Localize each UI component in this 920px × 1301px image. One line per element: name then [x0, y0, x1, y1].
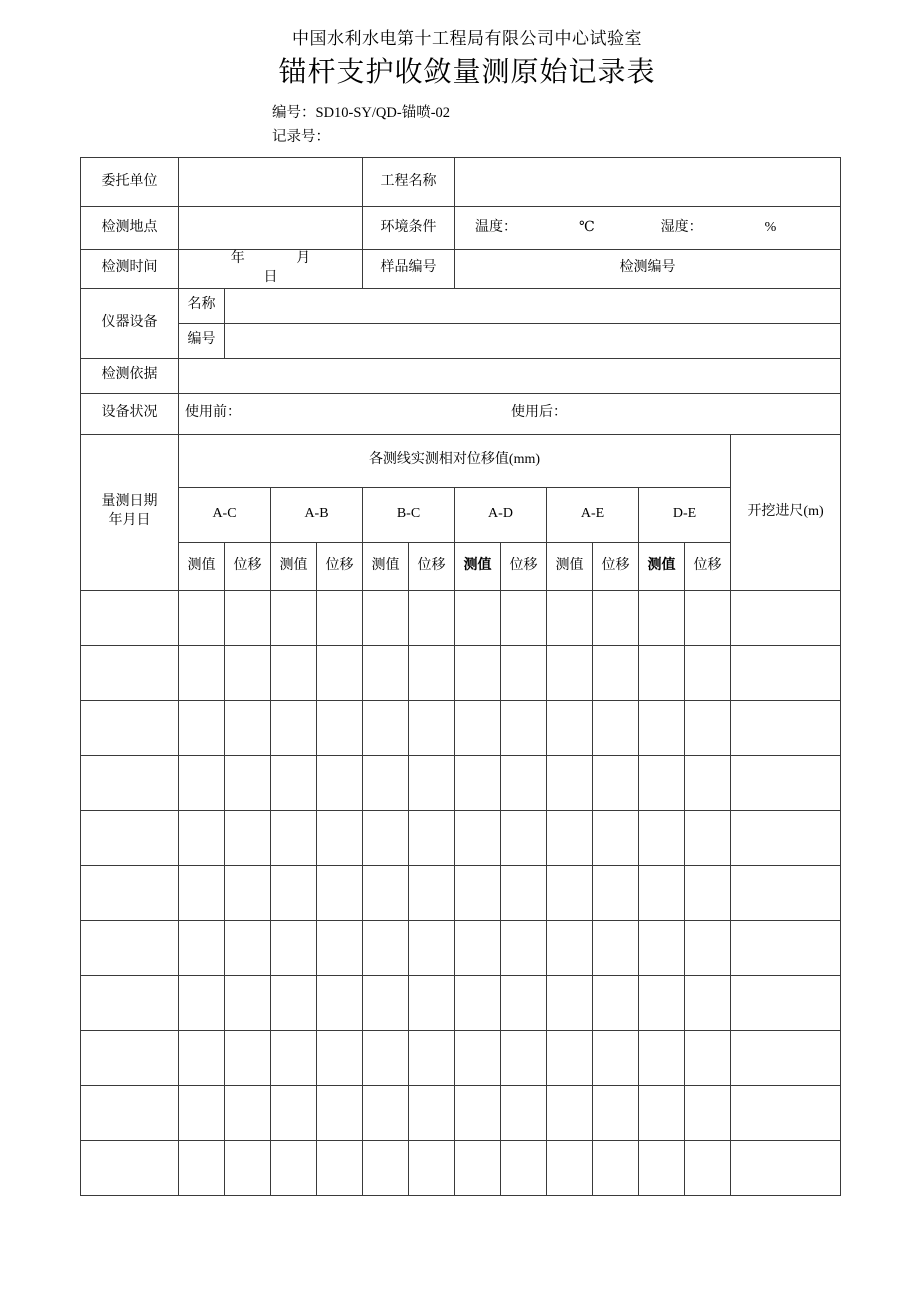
- measured-value-cell[interactable]: [271, 700, 317, 755]
- document-header: [0, 0, 920, 149]
- measured-value-cell[interactable]: [639, 1030, 685, 1085]
- displacement-value-cell[interactable]: [685, 645, 731, 700]
- measure-date-cell[interactable]: [81, 700, 179, 755]
- advance-length-cell[interactable]: [731, 920, 841, 975]
- measured-value-cell[interactable]: [547, 700, 593, 755]
- table-row: [81, 700, 841, 755]
- project-name-field[interactable]: [455, 158, 841, 207]
- displacement-value-cell[interactable]: [685, 1140, 731, 1195]
- table-row: [81, 645, 841, 700]
- table-row: [81, 865, 841, 920]
- displacement-value-cell[interactable]: [409, 1140, 455, 1195]
- measure-group-title: 各测线实测相对位移值(mm): [179, 434, 731, 487]
- humidity-unit: %: [764, 219, 777, 235]
- advance-length-cell[interactable]: [731, 700, 841, 755]
- displacement-value-cell[interactable]: [685, 1030, 731, 1085]
- measured-value-cell[interactable]: [547, 1085, 593, 1140]
- measure-date-label: [81, 434, 179, 590]
- measured-value-cell[interactable]: [547, 975, 593, 1030]
- form-table-wrapper: [80, 157, 840, 1196]
- humidity-label: 湿度：: [660, 219, 703, 235]
- measured-value-cell[interactable]: [363, 1085, 409, 1140]
- row-test-place: [81, 207, 841, 250]
- displacement-value-cell[interactable]: [409, 1030, 455, 1085]
- day-label: 日: [263, 269, 278, 285]
- row-measure-group-header: [81, 434, 841, 487]
- displacement-value-cell[interactable]: [593, 1140, 639, 1195]
- measured-value-cell[interactable]: [179, 755, 225, 810]
- displacement-value-cell[interactable]: [225, 1030, 271, 1085]
- displacement-value-cell[interactable]: [317, 865, 363, 920]
- temperature-unit: ℃: [579, 219, 595, 235]
- displacement-value-cell[interactable]: [593, 865, 639, 920]
- advance-length-cell[interactable]: [731, 865, 841, 920]
- measured-value-cell[interactable]: [363, 1030, 409, 1085]
- measured-value-cell[interactable]: [271, 1140, 317, 1195]
- measured-value-cell[interactable]: [455, 1085, 501, 1140]
- displacement-value-cell[interactable]: [409, 645, 455, 700]
- measured-value-cell[interactable]: [547, 865, 593, 920]
- measured-value-cell[interactable]: [639, 810, 685, 865]
- sample-no-label: 样品编号: [363, 250, 455, 289]
- measured-value-cell[interactable]: [455, 920, 501, 975]
- record-number-label: 记录号：: [272, 128, 330, 145]
- table-row: [81, 975, 841, 1030]
- measured-value-cell[interactable]: [363, 645, 409, 700]
- measured-value-cell[interactable]: [363, 1140, 409, 1195]
- env-condition-field: [455, 207, 841, 250]
- measured-value-cell[interactable]: [455, 700, 501, 755]
- table-row: [81, 755, 841, 810]
- advance-length-cell[interactable]: [731, 810, 841, 865]
- displacement-value-cell[interactable]: [501, 975, 547, 1030]
- measure-date-cell[interactable]: [81, 810, 179, 865]
- measure-date-label-line1: 量测日期: [101, 494, 158, 510]
- displacement-value-cell[interactable]: [409, 1085, 455, 1140]
- measured-value-cell[interactable]: [547, 755, 593, 810]
- displacement-value-cell[interactable]: [501, 1030, 547, 1085]
- measured-value-cell[interactable]: [363, 590, 409, 645]
- measured-value-cell[interactable]: [179, 1140, 225, 1195]
- displacement-value-cell[interactable]: [501, 755, 547, 810]
- measured-label-2: 测值: [363, 542, 409, 590]
- measured-value-cell[interactable]: [639, 700, 685, 755]
- measured-value-cell[interactable]: [271, 975, 317, 1030]
- displacement-value-cell[interactable]: [685, 700, 731, 755]
- measured-value-cell[interactable]: [455, 590, 501, 645]
- year-label: 年: [230, 251, 245, 266]
- measure-line-name-1: A-B: [271, 487, 363, 542]
- measured-value-cell[interactable]: [179, 1085, 225, 1140]
- measure-line-name-5: D-E: [639, 487, 731, 542]
- test-basis-field[interactable]: [179, 358, 841, 393]
- measured-value-cell[interactable]: [271, 865, 317, 920]
- displacement-label-0: 位移: [225, 542, 271, 590]
- measured-value-cell[interactable]: [271, 755, 317, 810]
- measured-value-cell[interactable]: [271, 1085, 317, 1140]
- test-date-field[interactable]: [179, 250, 363, 289]
- measure-date-cell[interactable]: [81, 1030, 179, 1085]
- measured-value-cell[interactable]: [639, 1140, 685, 1195]
- measured-value-cell[interactable]: [547, 1030, 593, 1085]
- test-basis-label: 检测依据: [81, 358, 179, 393]
- table-row: [81, 590, 841, 645]
- displacement-label-4: 位移: [593, 542, 639, 590]
- measured-value-cell[interactable]: [179, 645, 225, 700]
- displacement-value-cell[interactable]: [593, 975, 639, 1030]
- row-test-time: [81, 250, 841, 289]
- displacement-value-cell[interactable]: [685, 975, 731, 1030]
- measured-value-cell[interactable]: [179, 810, 225, 865]
- displacement-value-cell[interactable]: [593, 590, 639, 645]
- advance-length-cell[interactable]: [731, 1140, 841, 1195]
- measured-value-cell[interactable]: [179, 865, 225, 920]
- advance-length-cell[interactable]: [731, 1085, 841, 1140]
- measured-value-cell[interactable]: [639, 975, 685, 1030]
- test-time-label: 检测时间: [81, 250, 179, 289]
- row-instrument-name: [81, 288, 841, 323]
- displacement-value-cell[interactable]: [225, 810, 271, 865]
- displacement-value-cell[interactable]: [409, 920, 455, 975]
- measured-value-cell[interactable]: [271, 1030, 317, 1085]
- measured-value-cell[interactable]: [455, 1030, 501, 1085]
- instrument-label: 仪器设备: [81, 288, 179, 358]
- displacement-value-cell[interactable]: [409, 975, 455, 1030]
- test-place-field[interactable]: [179, 207, 363, 250]
- advance-length-cell[interactable]: [731, 975, 841, 1030]
- displacement-value-cell[interactable]: [501, 1140, 547, 1195]
- displacement-value-cell[interactable]: [685, 755, 731, 810]
- measured-value-cell[interactable]: [547, 645, 593, 700]
- equipment-status-label: 设备状况: [81, 393, 179, 434]
- displacement-value-cell[interactable]: [317, 810, 363, 865]
- table-row: [81, 1085, 841, 1140]
- measured-label-4: 测值: [547, 542, 593, 590]
- measured-value-cell[interactable]: [179, 1030, 225, 1085]
- displacement-value-cell[interactable]: [409, 590, 455, 645]
- displacement-value-cell[interactable]: [685, 590, 731, 645]
- measured-value-cell[interactable]: [547, 1140, 593, 1195]
- displacement-value-cell[interactable]: [317, 920, 363, 975]
- measured-value-cell[interactable]: [455, 975, 501, 1030]
- measure-date-label-line2: 年月日: [108, 513, 151, 529]
- displacement-value-cell[interactable]: [685, 810, 731, 865]
- displacement-value-cell[interactable]: [317, 645, 363, 700]
- measure-date-cell[interactable]: [81, 920, 179, 975]
- displacement-value-cell[interactable]: [593, 1030, 639, 1085]
- row-entrust-unit: [81, 158, 841, 207]
- measured-value-cell[interactable]: [547, 920, 593, 975]
- measure-date-cell[interactable]: [81, 975, 179, 1030]
- measured-value-cell[interactable]: [639, 590, 685, 645]
- displacement-value-cell[interactable]: [225, 755, 271, 810]
- measure-date-cell[interactable]: [81, 865, 179, 920]
- table-row: [81, 810, 841, 865]
- displacement-label-5: 位移: [685, 542, 731, 590]
- measured-value-cell[interactable]: [455, 810, 501, 865]
- displacement-value-cell[interactable]: [317, 1140, 363, 1195]
- measured-value-cell[interactable]: [271, 920, 317, 975]
- displacement-value-cell[interactable]: [225, 700, 271, 755]
- measured-value-cell[interactable]: [271, 810, 317, 865]
- measured-value-cell[interactable]: [455, 755, 501, 810]
- table-row: [81, 1140, 841, 1195]
- displacement-value-cell[interactable]: [317, 700, 363, 755]
- row-measure-subheader: [81, 542, 841, 590]
- measured-value-cell[interactable]: [363, 975, 409, 1030]
- measure-data-body: [81, 590, 841, 1195]
- measured-value-cell[interactable]: [639, 645, 685, 700]
- measured-value-cell[interactable]: [639, 865, 685, 920]
- displacement-value-cell[interactable]: [685, 920, 731, 975]
- instrument-name-field[interactable]: [225, 288, 841, 323]
- measured-value-cell[interactable]: [639, 755, 685, 810]
- displacement-value-cell[interactable]: [409, 865, 455, 920]
- advance-length-cell[interactable]: [731, 645, 841, 700]
- displacement-value-cell[interactable]: [593, 810, 639, 865]
- measured-value-cell[interactable]: [639, 1085, 685, 1140]
- measured-value-cell[interactable]: [639, 920, 685, 975]
- measure-date-cell[interactable]: [81, 645, 179, 700]
- displacement-label-3: 位移: [501, 542, 547, 590]
- measured-value-cell[interactable]: [179, 590, 225, 645]
- env-condition-label: 环境条件: [363, 207, 455, 250]
- advance-length-cell[interactable]: [731, 590, 841, 645]
- displacement-value-cell[interactable]: [593, 920, 639, 975]
- displacement-value-cell[interactable]: [317, 1030, 363, 1085]
- measure-date-cell[interactable]: [81, 1140, 179, 1195]
- measured-value-cell[interactable]: [363, 700, 409, 755]
- displacement-value-cell[interactable]: [501, 1085, 547, 1140]
- displacement-value-cell[interactable]: [593, 700, 639, 755]
- displacement-value-cell[interactable]: [501, 810, 547, 865]
- displacement-value-cell[interactable]: [501, 590, 547, 645]
- displacement-value-cell[interactable]: [501, 700, 547, 755]
- project-name-label: 工程名称: [363, 158, 455, 207]
- measured-value-cell[interactable]: [271, 645, 317, 700]
- measured-label-0: 测值: [179, 542, 225, 590]
- record-form-table: [80, 157, 841, 1196]
- instrument-no-label: 编号: [179, 323, 225, 358]
- measure-date-cell[interactable]: [81, 755, 179, 810]
- displacement-value-cell[interactable]: [409, 810, 455, 865]
- displacement-value-cell[interactable]: [317, 975, 363, 1030]
- measured-label-3: 测值: [455, 542, 501, 590]
- after-use-label: 使用后：: [511, 405, 567, 421]
- displacement-value-cell[interactable]: [225, 590, 271, 645]
- measured-label-1: 测值: [271, 542, 317, 590]
- table-row: [81, 1030, 841, 1085]
- measure-line-name-0: A-C: [179, 487, 271, 542]
- month-label: 月: [296, 251, 311, 266]
- measured-value-cell[interactable]: [363, 920, 409, 975]
- displacement-value-cell[interactable]: [225, 975, 271, 1030]
- measured-value-cell[interactable]: [455, 1140, 501, 1195]
- displacement-value-cell[interactable]: [225, 920, 271, 975]
- displacement-value-cell[interactable]: [501, 645, 547, 700]
- measured-value-cell[interactable]: [179, 700, 225, 755]
- entrust-unit-field[interactable]: [179, 158, 363, 207]
- displacement-value-cell[interactable]: [225, 1085, 271, 1140]
- equipment-status-field[interactable]: [179, 393, 841, 434]
- displacement-value-cell[interactable]: [409, 700, 455, 755]
- displacement-value-cell[interactable]: [685, 865, 731, 920]
- test-no-label: 检测编号: [455, 250, 841, 289]
- measured-value-cell[interactable]: [179, 975, 225, 1030]
- table-row: [81, 920, 841, 975]
- before-use-label: 使用前：: [185, 405, 241, 421]
- row-equipment-status: [81, 393, 841, 434]
- measured-value-cell[interactable]: [363, 865, 409, 920]
- measured-value-cell[interactable]: [455, 865, 501, 920]
- advance-length-cell[interactable]: [731, 1030, 841, 1085]
- measure-date-cell[interactable]: [81, 1085, 179, 1140]
- advance-length-label: 开挖进尺(m): [731, 434, 841, 590]
- displacement-value-cell[interactable]: [317, 755, 363, 810]
- displacement-value-cell[interactable]: [593, 645, 639, 700]
- form-code: 编号：SD10-SY/QD-锚喷-02: [272, 104, 451, 121]
- displacement-label-1: 位移: [317, 542, 363, 590]
- form-code-block: [0, 102, 920, 150]
- displacement-value-cell[interactable]: [685, 1085, 731, 1140]
- instrument-no-field[interactable]: [225, 323, 841, 358]
- page-title: 锚杆支护收敛量测原始记录表: [278, 57, 656, 89]
- measured-value-cell[interactable]: [271, 590, 317, 645]
- measured-value-cell[interactable]: [547, 590, 593, 645]
- organization-name: 中国水利水电第十工程局有限公司中心试验室: [292, 29, 642, 48]
- displacement-value-cell[interactable]: [409, 755, 455, 810]
- displacement-value-cell[interactable]: [593, 755, 639, 810]
- instrument-name-label: 名称: [179, 288, 225, 323]
- displacement-value-cell[interactable]: [501, 865, 547, 920]
- measured-value-cell[interactable]: [179, 920, 225, 975]
- displacement-label-2: 位移: [409, 542, 455, 590]
- measured-value-cell[interactable]: [363, 810, 409, 865]
- temperature-label: 温度：: [475, 219, 517, 235]
- measure-line-name-3: A-D: [455, 487, 547, 542]
- test-place-label: 检测地点: [81, 207, 179, 250]
- row-measure-line-names: [81, 487, 841, 542]
- displacement-value-cell[interactable]: [501, 920, 547, 975]
- row-instrument-no: [81, 323, 841, 358]
- advance-length-cell[interactable]: [731, 755, 841, 810]
- displacement-value-cell[interactable]: [225, 645, 271, 700]
- entrust-unit-label: 委托单位: [81, 158, 179, 207]
- measured-value-cell[interactable]: [547, 810, 593, 865]
- measure-date-cell[interactable]: [81, 590, 179, 645]
- measured-label-5: 测值: [639, 542, 685, 590]
- measure-line-name-2: B-C: [363, 487, 455, 542]
- displacement-value-cell[interactable]: [317, 1085, 363, 1140]
- measured-value-cell[interactable]: [455, 645, 501, 700]
- row-test-basis: [81, 358, 841, 393]
- measured-value-cell[interactable]: [363, 755, 409, 810]
- displacement-value-cell[interactable]: [225, 865, 271, 920]
- displacement-value-cell[interactable]: [225, 1140, 271, 1195]
- displacement-value-cell[interactable]: [593, 1085, 639, 1140]
- measure-line-name-4: A-E: [547, 487, 639, 542]
- displacement-value-cell[interactable]: [317, 590, 363, 645]
